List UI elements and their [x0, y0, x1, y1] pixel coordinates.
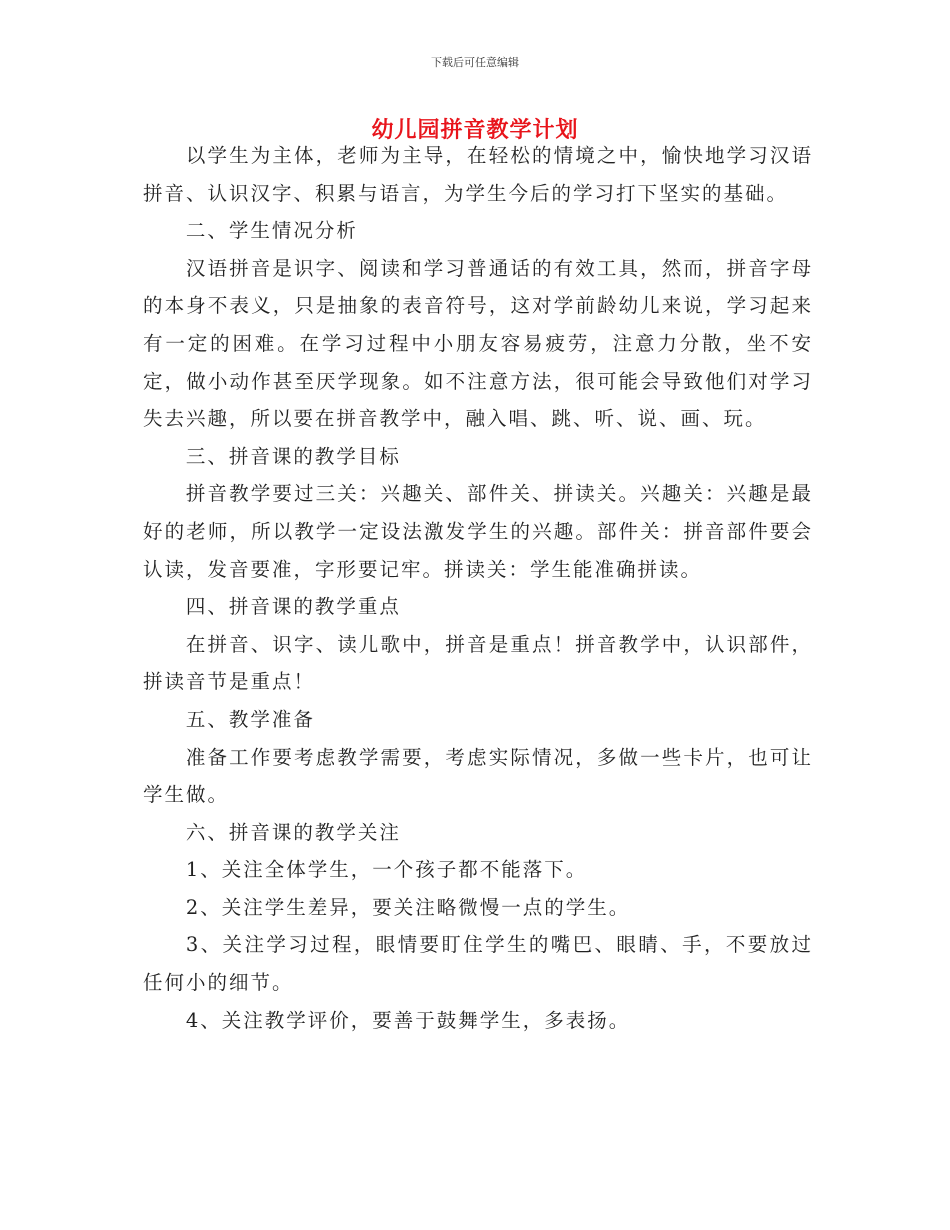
focus-item-2: 2、关注学生差异，要关注略微慢一点的学生。	[185, 895, 631, 919]
section-heading-student-analysis: 二、学生情况分析	[185, 219, 358, 243]
teaching-goals-paragraph: 拼音教学要过三关：兴趣关、部件关、拼读关。兴趣关：兴趣是最好的老师，所以教学一定设法激发学生的兴趣。部件关：拼音部件要会认读，发音要准，字形要记牢。拼读关：学生能准确拼读。	[143, 482, 813, 581]
document-title: 幼儿园拼音教学计划	[371, 118, 579, 143]
section-heading-key-points: 四、拼音课的教学重点	[185, 595, 401, 619]
preparation-paragraph: 准备工作要考虑教学需要，考虑实际情况，多做一些卡片，也可让学生做。	[143, 745, 813, 807]
focus-item-1: 1、关注全体学生，一个孩子都不能落下。	[185, 858, 588, 882]
focus-item-3: 3、关注学习过程，眼情要盯住学生的嘴巴、眼睛、手，不要放过任何小的细节。	[143, 933, 813, 995]
intro-paragraph: 以学生为主体，老师为主导，在轻松的情境之中，愉快地学习汉语拼音、认识汉字、积累与语言，为学生今后的学习打下坚实的基础。	[143, 144, 813, 205]
document-body	[143, 137, 813, 1039]
student-analysis-paragraph: 汉语拼音是识字、阅读和学习普通话的有效工具，然而，拼音字母的本身不表义，只是抽象的表音符号，这对学前龄幼儿来说，学习起来有一定的困难。在学习过程中小朋友容易疲劳，注意力分散，坐不安定，做小动作甚至厌学现象。如不注意方法，很可能会导致他们对学习失去兴趣，所以要在拼音教学中，融入唱、跳、听、说、画、玩。	[143, 256, 813, 431]
section-heading-preparation: 五、教学准备	[185, 707, 315, 731]
section-heading-focus: 六、拼音课的教学关注	[185, 820, 401, 844]
header-note: 下载后可任意编辑	[431, 56, 519, 69]
focus-item-4: 4、关注教学评价，要善于鼓舞学生，多表扬。	[185, 1008, 631, 1032]
key-points-paragraph: 在拼音、识字、读儿歌中，拼音是重点！拼音教学中，认识部件，拼读音节是重点！	[143, 632, 813, 694]
section-heading-teaching-goals: 三、拼音课的教学目标	[185, 444, 401, 468]
